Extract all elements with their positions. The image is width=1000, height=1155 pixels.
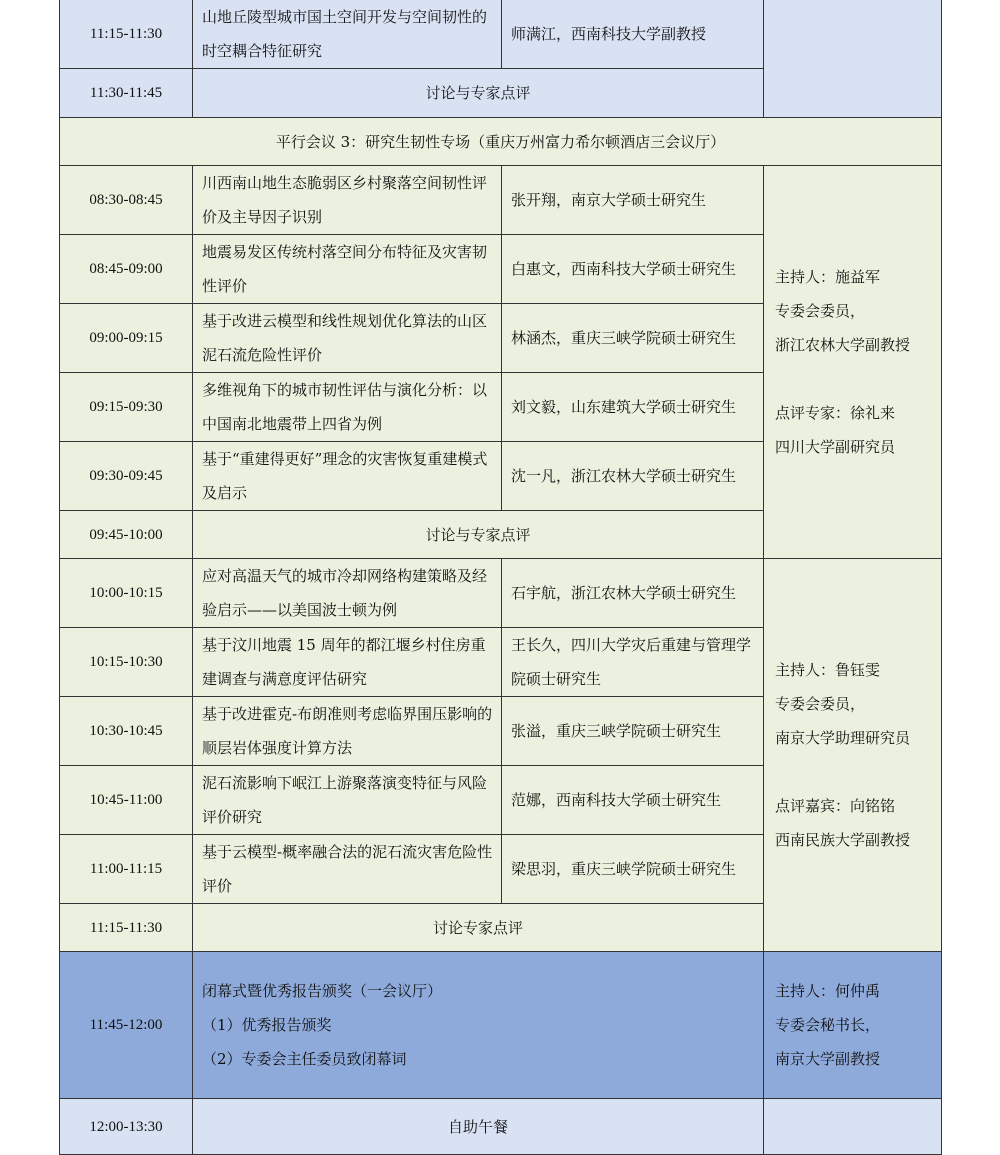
host-cell-empty — [764, 1099, 942, 1155]
talk-title: 地震易发区传统村落空间分布特征及灾害韧性评价 — [193, 235, 502, 304]
lunch-cell: 自助午餐 — [193, 1099, 764, 1155]
speaker-cell: 石宇航，浙江农林大学硕士研究生 — [502, 559, 764, 628]
talk-title: 应对高温天气的城市冷却网络构建策略及经验启示——以美国波士顿为例 — [193, 559, 502, 628]
time-cell: 11:15-11:30 — [60, 904, 193, 952]
time-cell: 08:30-08:45 — [60, 166, 193, 235]
talk-title: 山地丘陵型城市国土空间开发与空间韧性的时空耦合特征研究 — [193, 0, 502, 69]
host-name: 主持人：鲁钰雯 — [775, 661, 881, 679]
table-row — [60, 559, 942, 628]
reviewer-name: 点评嘉宾：向铭铭 — [775, 797, 896, 815]
speaker-cell: 梁思羽，重庆三峡学院硕士研究生 — [502, 835, 764, 904]
lunch-row — [60, 1099, 942, 1155]
time-cell: 09:15-09:30 — [60, 373, 193, 442]
time-cell: 10:15-10:30 — [60, 628, 193, 697]
speaker-cell: 张开翔，南京大学硕士研究生 — [502, 166, 764, 235]
closing-item: （1）优秀报告颁奖 — [202, 1016, 332, 1034]
discussion-cell: 讨论专家点评 — [193, 904, 764, 952]
discussion-cell: 讨论与专家点评 — [193, 511, 764, 559]
host-name: 主持人：何仲禹 — [775, 982, 881, 1000]
host-cell — [764, 952, 942, 1099]
talk-title: 基于云模型-概率融合法的泥石流灾害危险性评价 — [193, 835, 502, 904]
table-row — [60, 0, 942, 69]
talk-title: 基于汶川地震 15 周年的都江堰乡村住房重建调查与满意度评估研究 — [193, 628, 502, 697]
speaker-cell: 范娜，西南科技大学硕士研究生 — [502, 766, 764, 835]
time-cell: 11:30-11:45 — [60, 69, 193, 118]
time-cell: 08:45-09:00 — [60, 235, 193, 304]
host-role: 专委会秘书长， — [775, 1016, 881, 1034]
host-role: 专委会委员， — [775, 695, 866, 713]
host-cell — [764, 166, 942, 559]
speaker-cell: 刘文毅，山东建筑大学硕士研究生 — [502, 373, 764, 442]
time-cell: 11:15-11:30 — [60, 0, 193, 69]
table-row — [60, 166, 942, 235]
closing-cell — [193, 952, 764, 1099]
host-name: 主持人：施益军 — [775, 268, 881, 286]
host-cell-empty — [764, 0, 942, 118]
talk-title: 川西南山地生态脆弱区乡村聚落空间韧性评价及主导因子识别 — [193, 166, 502, 235]
speaker-cell: 白惠文，西南科技大学硕士研究生 — [502, 235, 764, 304]
time-cell: 09:30-09:45 — [60, 442, 193, 511]
speaker-cell: 王长久，四川大学灾后重建与管理学院硕士研究生 — [502, 628, 764, 697]
time-cell: 10:30-10:45 — [60, 697, 193, 766]
reviewer-affiliation: 四川大学副研究员 — [775, 438, 896, 456]
speaker-cell: 林涵杰，重庆三峡学院硕士研究生 — [502, 304, 764, 373]
talk-title: 基于改进云模型和线性规划优化算法的山区泥石流危险性评价 — [193, 304, 502, 373]
reviewer-name: 点评专家：徐礼来 — [775, 404, 896, 422]
talk-title: 基于“重建得更好”理念的灾害恢复重建模式及启示 — [193, 442, 502, 511]
reviewer-affiliation: 西南民族大学副教授 — [775, 831, 911, 849]
time-cell: 09:45-10:00 — [60, 511, 193, 559]
time-cell: 11:45-12:00 — [60, 952, 193, 1099]
closing-title: 闭幕式暨优秀报告颁奖（一会议厅） — [202, 982, 443, 1000]
host-affiliation: 南京大学副教授 — [775, 1050, 881, 1068]
talk-title: 多维视角下的城市韧性评估与演化分析：以中国南北地震带上四省为例 — [193, 373, 502, 442]
time-cell: 12:00-13:30 — [60, 1099, 193, 1155]
talk-title: 基于改进霍克-布朗准则考虑临界围压影响的顺层岩体强度计算方法 — [193, 697, 502, 766]
discussion-cell: 讨论与专家点评 — [193, 69, 764, 118]
session-header: 平行会议 3：研究生韧性专场（重庆万州富力希尔顿酒店三会议厅） — [60, 118, 942, 166]
time-cell: 10:45-11:00 — [60, 766, 193, 835]
talk-title: 泥石流影响下岷江上游聚落演变特征与风险评价研究 — [193, 766, 502, 835]
speaker-cell: 师满江，西南科技大学副教授 — [502, 0, 764, 69]
speaker-cell: 张溢，重庆三峡学院硕士研究生 — [502, 697, 764, 766]
speaker-cell: 沈一凡，浙江农林大学硕士研究生 — [502, 442, 764, 511]
time-cell: 09:00-09:15 — [60, 304, 193, 373]
closing-item: （2）专委会主任委员致闭幕词 — [202, 1050, 407, 1068]
session-header-row — [60, 118, 942, 166]
host-cell — [764, 559, 942, 952]
host-affiliation: 南京大学助理研究员 — [775, 729, 911, 747]
host-affiliation: 浙江农林大学副教授 — [775, 336, 911, 354]
host-role: 专委会委员， — [775, 302, 866, 320]
schedule-table — [59, 0, 942, 1155]
time-cell: 10:00-10:15 — [60, 559, 193, 628]
time-cell: 11:00-11:15 — [60, 835, 193, 904]
closing-row — [60, 952, 942, 1099]
